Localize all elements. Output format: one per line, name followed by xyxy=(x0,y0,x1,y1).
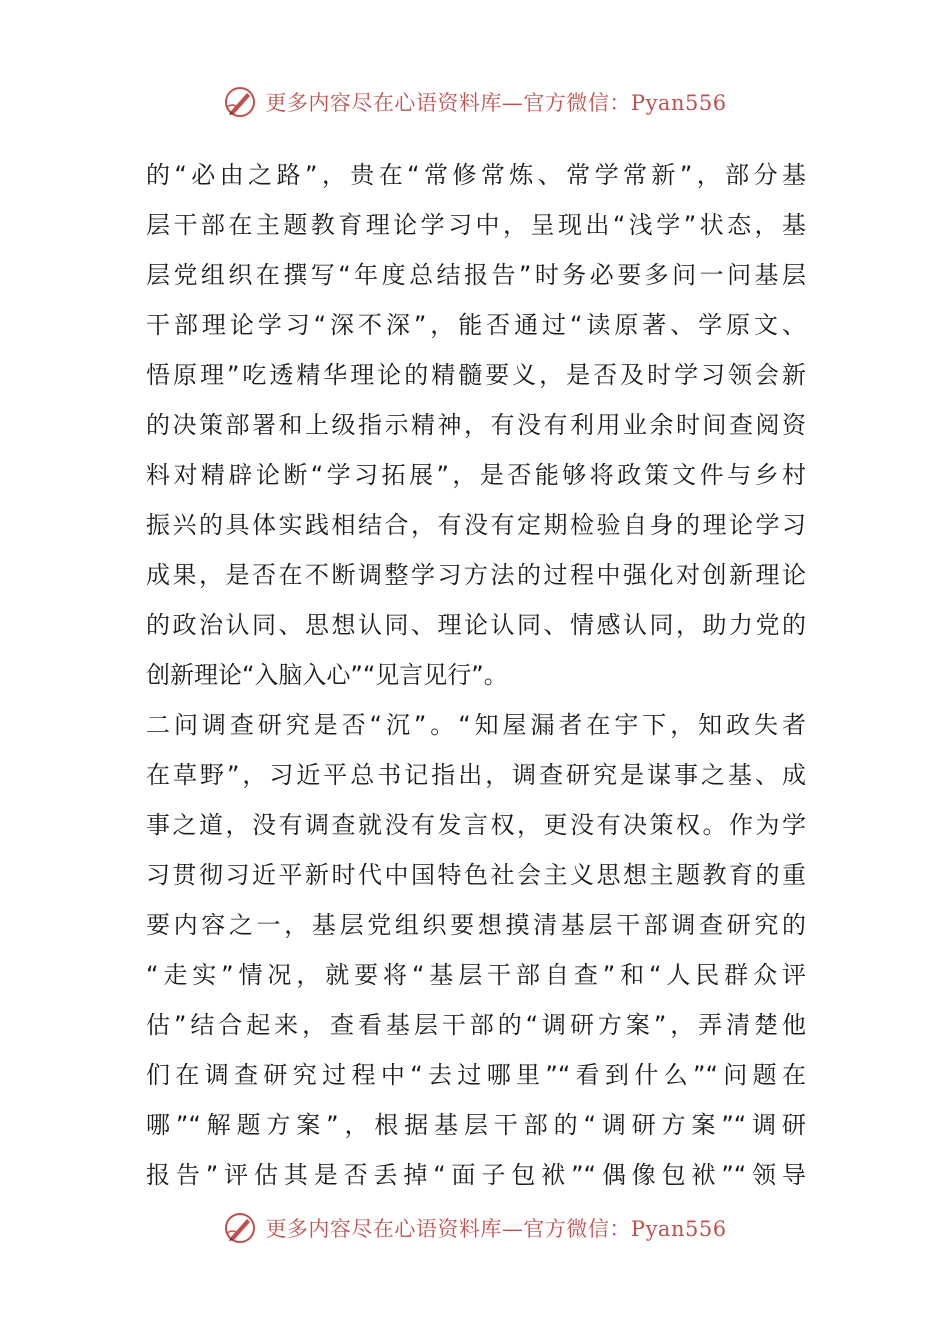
footer-watermark-banner xyxy=(0,1208,950,1248)
document-body xyxy=(146,150,806,1200)
text-line: 料对精辟论断“学习拓展”，是否能够将政策文件与乡村 xyxy=(146,461,806,489)
header-watermark-text: 更多内容尽在心语资料库—官方微信：Pyan556 xyxy=(265,91,727,115)
text-line: 估”结合起来，查看基层干部的“调研方案”，弄清楚他 xyxy=(146,1011,806,1039)
text-line: 事之道，没有调查就没有发言权，更没有决策权。作为学 xyxy=(146,811,806,839)
text-line: 报告”评估其是否丢掉“面子包袱”“偶像包袱”“领导 xyxy=(146,1161,806,1189)
text-line: 哪”“解题方案”，根据基层干部的“调研方案”“调研 xyxy=(146,1111,806,1139)
text-line: 层干部在主题教育理论学习中，呈现出“浅学”状态，基 xyxy=(146,211,806,239)
text-line: 层党组织在撰写“年度总结报告”时务必要多问一问基层 xyxy=(146,261,806,289)
pen-logo-icon xyxy=(223,1211,257,1245)
text-line: 要内容之一，基层党组织要想摸清基层干部调查研究的 xyxy=(146,911,806,939)
text-line: 的政治认同、思想认同、理论认同、情感认同，助力党的 xyxy=(146,611,806,639)
text-line: 成果，是否在不断调整学习方法的过程中强化对创新理论 xyxy=(146,561,806,589)
header-watermark-banner xyxy=(0,82,950,122)
text-line: 们在调查研究过程中“去过哪里”“看到什么”“问题在 xyxy=(146,1061,806,1089)
text-line: 的“必由之路”，贵在“常修常炼、常学常新”，部分基 xyxy=(146,161,806,189)
text-line: 的决策部署和上级指示精神，有没有利用业余时间查阅资 xyxy=(146,411,806,439)
text-line: 习贯彻习近平新时代中国特色社会主义思想主题教育的重 xyxy=(146,861,806,889)
footer-watermark-text: 更多内容尽在心语资料库—官方微信：Pyan556 xyxy=(265,1217,727,1241)
text-line: 创新理论“入脑入心”“见言见行”。 xyxy=(146,661,508,689)
text-line: 二问调查研究是否“沉”。“知屋漏者在宇下，知政失者 xyxy=(146,711,806,739)
text-line: “走实”情况，就要将“基层干部自查”和“人民群众评 xyxy=(146,961,806,989)
text-line: 振兴的具体实践相结合，有没有定期检验自身的理论学习 xyxy=(146,511,806,539)
text-line: 干部理论学习“深不深”，能否通过“读原著、学原文、 xyxy=(146,311,806,339)
pen-logo-icon xyxy=(223,85,257,119)
text-line: 在草野”，习近平总书记指出，调查研究是谋事之基、成 xyxy=(146,761,806,789)
text-line: 悟原理”吃透精华理论的精髓要义，是否及时学习领会新 xyxy=(146,361,806,389)
